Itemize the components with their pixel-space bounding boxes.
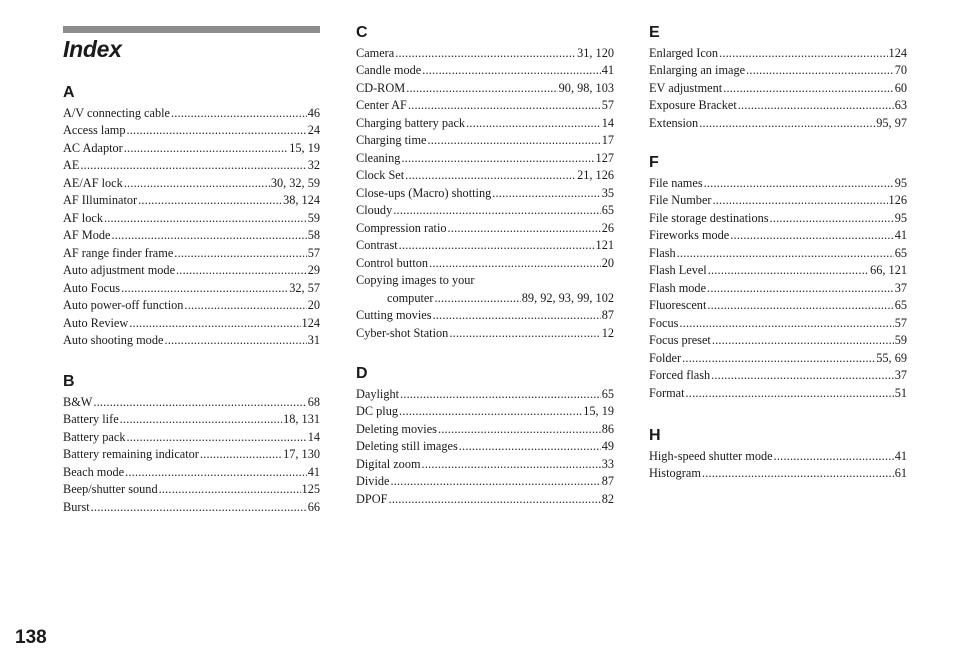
index-entry xyxy=(649,385,907,403)
index-entry xyxy=(63,499,320,517)
index-term: AC Adaptor xyxy=(63,140,123,155)
dot-leader xyxy=(406,80,557,98)
index-entry xyxy=(356,456,614,474)
page-references: 20 xyxy=(307,298,320,312)
page-references: 41 xyxy=(894,448,907,463)
index-entry xyxy=(63,175,320,193)
entry-list xyxy=(63,394,320,517)
dot-leader xyxy=(164,332,306,350)
index-entry xyxy=(649,245,907,263)
dot-leader xyxy=(699,115,875,133)
dot-leader xyxy=(390,473,600,491)
page-references: 51 xyxy=(894,385,907,400)
page-references: 61 xyxy=(894,466,907,480)
page-references: 26 xyxy=(601,220,614,235)
page-references: 37 xyxy=(894,280,907,295)
page-references: 31, 120 xyxy=(577,45,614,60)
page-references: 38, 124 xyxy=(283,193,320,207)
page-references: 70 xyxy=(894,63,907,77)
page-references: 17 xyxy=(601,133,614,147)
page-references: 24 xyxy=(307,123,320,137)
page-references: 15, 19 xyxy=(289,140,320,155)
index-entry xyxy=(63,411,320,429)
index-entry xyxy=(356,421,614,439)
entry-list xyxy=(649,175,907,403)
index-entry xyxy=(649,350,907,368)
index-term: Charging time xyxy=(356,133,427,147)
index-entry xyxy=(356,115,614,133)
index-entry xyxy=(63,245,320,263)
section-heading: F xyxy=(649,154,659,171)
index-entry xyxy=(63,280,320,298)
page-references: 126 xyxy=(888,193,907,207)
section-a xyxy=(63,83,320,350)
section-c xyxy=(356,23,614,342)
index-entry xyxy=(649,367,907,385)
index-entry xyxy=(649,192,907,210)
page-references: 124 xyxy=(888,45,907,60)
index-entry xyxy=(649,465,907,483)
index-term: Compression ratio xyxy=(356,220,447,235)
dot-leader xyxy=(395,45,576,63)
page-references: 17, 130 xyxy=(283,447,320,461)
index-term: Flash xyxy=(649,245,676,260)
index-term: Flash mode xyxy=(649,280,707,295)
section-heading: A xyxy=(63,84,75,101)
index-term: AE/AF lock xyxy=(63,175,123,190)
dot-leader xyxy=(400,386,601,404)
page-references: 32, 57 xyxy=(289,280,320,295)
page-references: 41 xyxy=(601,63,614,77)
index-term: File names xyxy=(649,175,703,190)
index-term: Flash Level xyxy=(649,263,707,277)
index-term: Auto adjustment mode xyxy=(63,263,176,277)
index-entry xyxy=(63,297,320,315)
index-entry xyxy=(63,210,320,228)
page-references: 12 xyxy=(601,325,614,340)
page-references: 65 xyxy=(894,298,907,312)
index-term: computer xyxy=(387,290,434,305)
page-references: 30, 32, 59 xyxy=(270,175,320,190)
index-entry xyxy=(356,150,614,168)
dot-leader xyxy=(719,45,887,63)
dot-leader xyxy=(707,297,893,315)
index-term: Camera xyxy=(356,45,395,60)
index-term: Deleting movies xyxy=(356,421,437,436)
dot-leader xyxy=(388,491,600,509)
dot-leader xyxy=(677,245,894,263)
page-references: 57 xyxy=(894,315,907,330)
dot-leader xyxy=(448,220,601,238)
index-term: Center AF xyxy=(356,98,407,112)
index-term: Auto Review xyxy=(63,315,129,330)
index-entry xyxy=(63,262,320,280)
dot-leader xyxy=(704,175,894,193)
dot-leader xyxy=(712,332,894,350)
index-entry xyxy=(649,315,907,333)
page-references: 65 xyxy=(601,203,614,217)
index-term: File Number xyxy=(649,193,712,207)
dot-leader xyxy=(405,167,576,185)
dot-leader xyxy=(708,262,869,280)
index-term: Enlarging an image xyxy=(649,63,746,77)
page-references: 90, 98, 103 xyxy=(558,80,614,95)
index-entry xyxy=(63,157,320,175)
section-b xyxy=(63,372,320,516)
page-references: 87 xyxy=(601,474,614,488)
dot-leader xyxy=(200,446,282,464)
index-entry xyxy=(649,280,907,298)
index-entry xyxy=(63,105,320,123)
index-term: Copying images to your xyxy=(356,273,475,287)
page-references: 95 xyxy=(894,175,907,190)
index-term: Forced flash xyxy=(649,368,711,382)
dot-leader xyxy=(121,280,288,298)
dot-leader xyxy=(422,456,601,474)
index-term: Charging battery pack xyxy=(356,115,466,130)
index-entry xyxy=(356,202,614,220)
index-term: Daylight xyxy=(356,386,400,401)
index-entry xyxy=(63,481,320,499)
index-entry xyxy=(63,140,320,158)
index-term: AF range finder frame xyxy=(63,245,174,260)
page-references: 41 xyxy=(307,464,320,479)
title-rule xyxy=(63,26,320,33)
index-entry xyxy=(356,386,614,404)
dot-leader xyxy=(124,175,270,193)
index-entry xyxy=(356,62,614,80)
page-references: 21, 126 xyxy=(577,168,614,182)
dot-leader xyxy=(111,227,306,245)
index-term: Access lamp xyxy=(63,123,126,137)
entry-list xyxy=(649,45,907,133)
dot-leader xyxy=(174,245,306,263)
dot-leader xyxy=(393,202,600,220)
index-term: A/V connecting cable xyxy=(63,105,170,120)
page-references: 65 xyxy=(894,245,907,260)
page-references: 32 xyxy=(307,158,320,172)
index-entry xyxy=(63,446,320,464)
index-term: High-speed shutter mode xyxy=(649,448,773,463)
index-term: DPOF xyxy=(356,491,388,506)
index-term: Divide xyxy=(356,474,390,488)
index-entry xyxy=(356,167,614,185)
dot-leader xyxy=(159,481,301,499)
dot-leader xyxy=(171,105,307,123)
index-entry xyxy=(356,491,614,509)
entry-list xyxy=(63,105,320,350)
page-references: 60 xyxy=(894,80,907,95)
index-term: Digital zoom xyxy=(356,456,421,471)
page-references: 59 xyxy=(307,210,320,225)
index-entry xyxy=(356,272,614,290)
page-title: Index xyxy=(63,36,122,62)
index-entry xyxy=(649,448,907,466)
page-references: 66, 121 xyxy=(870,263,907,277)
page-references: 57 xyxy=(307,245,320,260)
page-references: 46 xyxy=(307,105,320,120)
index-term: Cleaning xyxy=(356,150,401,165)
index-entry xyxy=(63,464,320,482)
page-references: 33 xyxy=(601,456,614,471)
index-entry xyxy=(356,237,614,255)
page-references: 14 xyxy=(307,429,320,444)
index-term: Burst xyxy=(63,499,90,514)
index-term: Battery pack xyxy=(63,429,126,444)
index-term: Close-ups (Macro) shotting xyxy=(356,185,492,200)
index-entry xyxy=(356,403,614,421)
section-heading: H xyxy=(649,427,661,444)
index-term: Cloudy xyxy=(356,203,393,217)
index-entry xyxy=(63,122,320,140)
page-references: 57 xyxy=(601,98,614,112)
index-term: DC plug xyxy=(356,404,399,418)
index-entry xyxy=(649,97,907,115)
dot-leader xyxy=(711,367,894,385)
section-heading: E xyxy=(649,24,660,41)
index-entry xyxy=(356,255,614,273)
index-entry xyxy=(356,438,614,456)
index-term: Fluorescent xyxy=(649,298,707,312)
index-entry xyxy=(356,45,614,63)
index-term: Auto Focus xyxy=(63,280,121,295)
index-entry xyxy=(356,220,614,238)
dot-leader xyxy=(682,350,875,368)
page-references: 58 xyxy=(307,228,320,242)
index-entry xyxy=(649,227,907,245)
dot-leader xyxy=(730,227,893,245)
page-references: 65 xyxy=(601,386,614,401)
page-references: 127 xyxy=(595,150,614,165)
dot-leader xyxy=(91,499,307,517)
page-number: 138 xyxy=(15,627,47,648)
page-references: 125 xyxy=(301,482,320,496)
index-entry xyxy=(649,115,907,133)
page-references: 35 xyxy=(601,185,614,200)
index-term: File storage destinations xyxy=(649,210,769,225)
page-references: 89, 92, 93, 99, 102 xyxy=(521,290,614,305)
page-references: 29 xyxy=(307,263,320,277)
index-entry xyxy=(649,80,907,98)
page-references: 41 xyxy=(894,228,907,242)
index-term: EV adjustment xyxy=(649,80,723,95)
index-term: Beach mode xyxy=(63,464,125,479)
dot-leader xyxy=(127,122,307,140)
index-term: Battery life xyxy=(63,412,119,426)
index-term: Candle mode xyxy=(356,63,422,77)
index-entry xyxy=(356,307,614,325)
dot-leader xyxy=(422,62,600,80)
dot-leader xyxy=(459,438,601,456)
page-references: 20 xyxy=(601,255,614,270)
index-entry xyxy=(649,45,907,63)
page-references: 121 xyxy=(595,238,614,252)
dot-leader xyxy=(746,62,894,80)
index-term: AE xyxy=(63,158,80,172)
dot-leader xyxy=(713,192,888,210)
index-entry xyxy=(63,394,320,412)
section-heading: D xyxy=(356,365,368,382)
dot-leader xyxy=(438,421,601,439)
section-e xyxy=(649,23,907,132)
entry-list xyxy=(356,45,614,343)
section-f xyxy=(649,153,907,402)
section-h xyxy=(649,426,907,483)
page-references: 124 xyxy=(301,315,320,330)
index-entry xyxy=(356,473,614,491)
index-term: Histogram xyxy=(649,466,701,480)
dot-leader xyxy=(129,315,300,333)
entry-list xyxy=(649,448,907,483)
page-references: 14 xyxy=(601,115,614,130)
entry-list xyxy=(356,386,614,509)
dot-leader xyxy=(399,237,595,255)
dot-leader xyxy=(770,210,894,228)
dot-leader xyxy=(723,80,893,98)
page-references: 15, 19 xyxy=(583,404,614,418)
index-term: Clock Set xyxy=(356,168,405,182)
dot-leader xyxy=(104,210,307,228)
page-references: 31 xyxy=(307,333,320,347)
dot-leader xyxy=(429,255,601,273)
page-references: 59 xyxy=(894,333,907,347)
dot-leader xyxy=(774,448,894,466)
page-references: 63 xyxy=(894,98,907,112)
dot-leader xyxy=(702,465,894,483)
index-entry xyxy=(356,325,614,343)
dot-leader xyxy=(492,185,600,203)
index-term: AF lock xyxy=(63,210,103,225)
index-term: Auto power-off function xyxy=(63,298,184,312)
dot-leader xyxy=(679,315,893,333)
index-term: Beep/shutter sound xyxy=(63,482,158,496)
page-references: 82 xyxy=(601,491,614,506)
index-term: AF Illuminator xyxy=(63,193,138,207)
index-entry xyxy=(649,175,907,193)
index-entry xyxy=(356,97,614,115)
index-term: Cutting movies xyxy=(356,308,432,322)
index-term: Focus xyxy=(649,315,679,330)
page-references: 68 xyxy=(307,394,320,409)
index-term: Focus preset xyxy=(649,333,711,347)
index-term: Control button xyxy=(356,255,429,270)
index-term: Enlarged Icon xyxy=(649,45,719,60)
dot-leader xyxy=(433,307,601,325)
index-entry xyxy=(356,132,614,150)
index-entry xyxy=(649,262,907,280)
index-entry xyxy=(649,62,907,80)
index-entry xyxy=(356,185,614,203)
index-term: Battery remaining indicator xyxy=(63,447,199,461)
index-entry xyxy=(649,210,907,228)
index-entry xyxy=(63,227,320,245)
page-references: 95 xyxy=(894,210,907,225)
dot-leader xyxy=(434,290,520,308)
index-term: Contrast xyxy=(356,238,398,252)
index-entry xyxy=(63,192,320,210)
index-entry xyxy=(649,332,907,350)
index-entry xyxy=(649,297,907,315)
dot-leader xyxy=(184,297,306,315)
dot-leader xyxy=(138,192,282,210)
dot-leader xyxy=(449,325,600,343)
index-entry xyxy=(63,315,320,333)
index-term: Folder xyxy=(649,350,682,365)
dot-leader xyxy=(126,429,306,447)
dot-leader xyxy=(738,97,894,115)
dot-leader xyxy=(427,132,600,150)
dot-leader xyxy=(686,385,894,403)
index-term: Cyber-shot Station xyxy=(356,325,449,340)
section-heading: B xyxy=(63,373,75,390)
dot-leader xyxy=(466,115,601,133)
dot-leader xyxy=(93,394,306,412)
index-term: Extension xyxy=(649,115,699,130)
index-entry xyxy=(356,290,614,308)
index-term: Exposure Bracket xyxy=(649,98,737,112)
dot-leader xyxy=(399,403,582,421)
index-term: AF Mode xyxy=(63,228,111,242)
page-references: 66 xyxy=(307,499,320,514)
index-term: CD-ROM xyxy=(356,80,406,95)
index-term: Fireworks mode xyxy=(649,228,730,242)
page-references: 86 xyxy=(601,421,614,436)
dot-leader xyxy=(408,97,601,115)
index-entry xyxy=(63,429,320,447)
section-heading: C xyxy=(356,24,368,41)
index-term: B&W xyxy=(63,394,93,409)
page-references: 18, 131 xyxy=(283,412,320,426)
page-references: 87 xyxy=(601,308,614,322)
page-references: 49 xyxy=(601,439,614,453)
index-term: Format xyxy=(649,385,685,400)
index-entry xyxy=(356,80,614,98)
page-references: 55, 69 xyxy=(876,350,907,365)
index-term: Auto shooting mode xyxy=(63,333,164,347)
section-d xyxy=(356,364,614,508)
dot-leader xyxy=(176,262,307,280)
page-references: 37 xyxy=(894,368,907,382)
dot-leader xyxy=(401,150,594,168)
dot-leader xyxy=(124,140,288,158)
dot-leader xyxy=(80,157,306,175)
index-term: Deleting still images xyxy=(356,439,458,453)
dot-leader xyxy=(125,464,307,482)
dot-leader xyxy=(707,280,894,298)
dot-leader xyxy=(120,411,282,429)
index-entry xyxy=(63,332,320,350)
page-references: 95, 97 xyxy=(876,115,907,130)
